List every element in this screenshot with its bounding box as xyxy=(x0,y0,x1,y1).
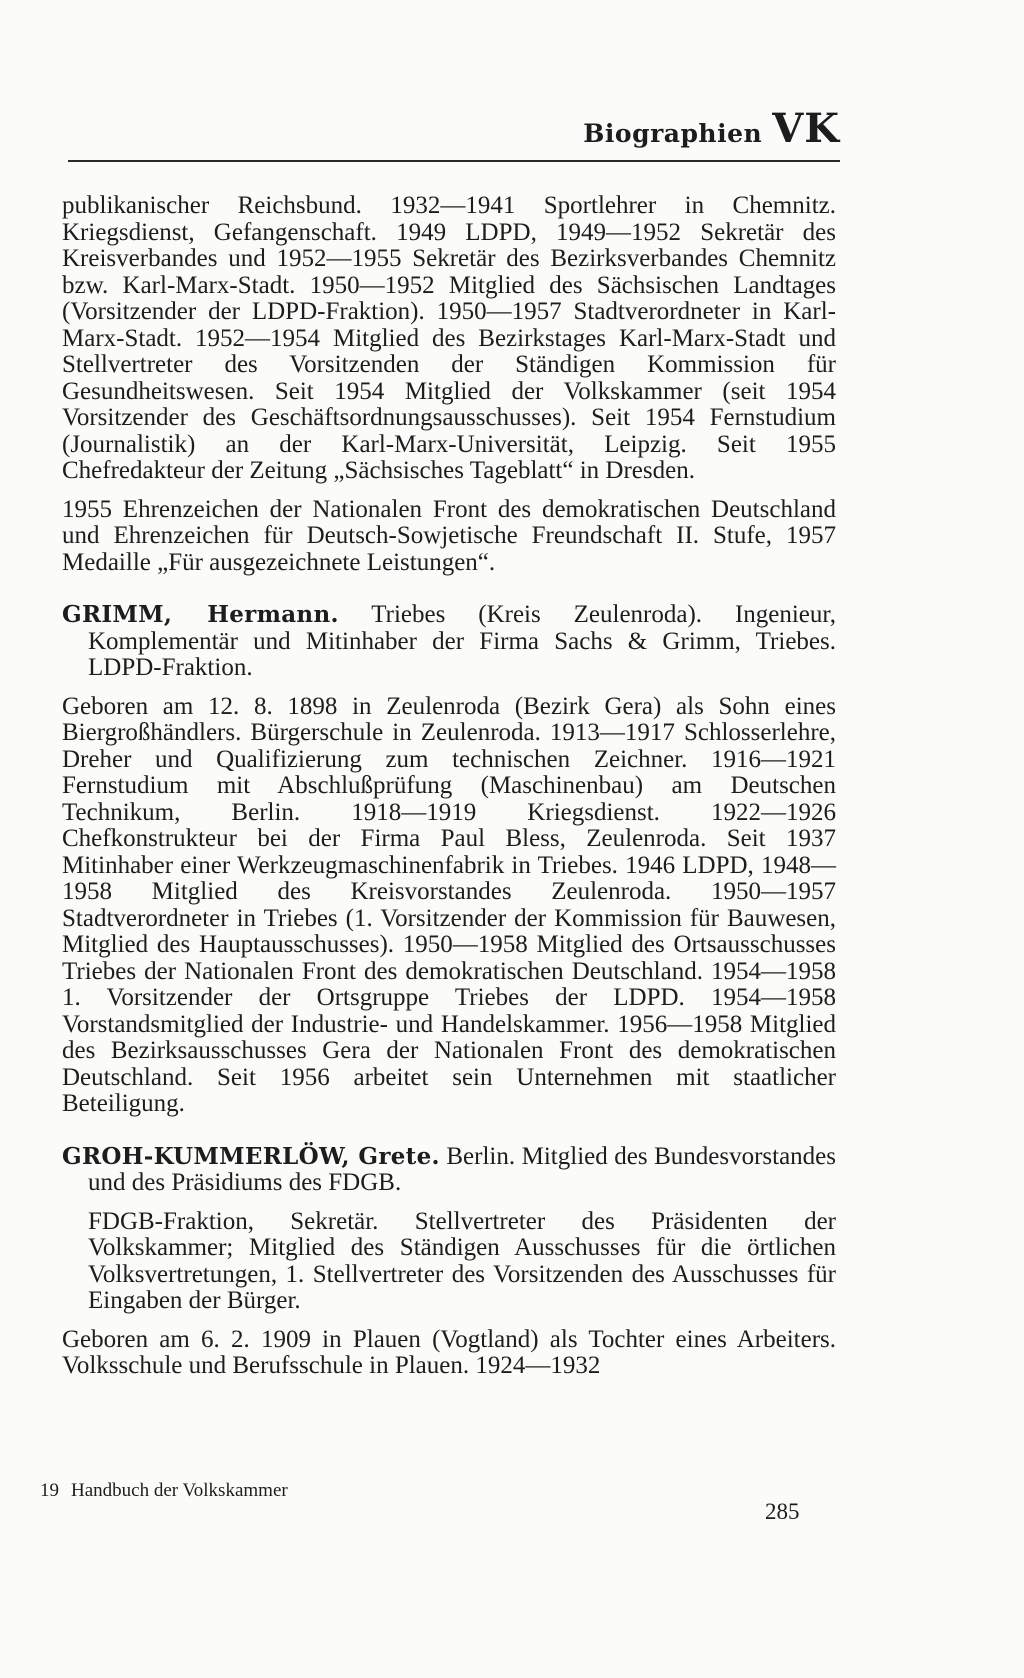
entry-body-grimm: Geboren am 12. 8. 1898 in Zeulenroda (Bezirk Gera) als Sohn eines Biergroßhändlers. Bürgerschule in Zeulenroda. 1913—1917 Schlosserlehre, Dreher und Qualifizierung zum technischen Zeichner. 1916—1921 Fernstudium mit Abschlußprüfung (Maschinenbau) am Deutschen Technikum, Berlin. 1918—1919 Kriegsdienst. 1922—1926 Chefkonstrukteur bei der Firma Paul Bless, Zeulenroda. Seit 1937 Mitinhaber einer Werkzeugmaschinenfabrik in Triebes. 1946 LDPD, 1948—1958 Mitglied des Kreisvorstandes Zeulenroda. 1950—1957 Stadtverordneter in Triebes (1. Vorsitzender der Kommission für Bauwesen, Mitglied des Hauptausschusses). 1950—1958 Mitglied des Ortsausschusses Triebes der Nationalen Front des demokratischen Deutschland. 1954—1958 1. Vorsitzender der Ortsgruppe Triebes der LDPD. 1954—1958 Vorstandsmitglied der Industrie- und Handelskammer. 1956—1958 Mitglied des Bezirksausschusses Gera der Nationalen Front des demokratischen Deutschland. Seit 1956 arbeitet sein Unternehmen mit staatlicher Beteiligung. xyxy=(62,692,836,1117)
entry-header-text-grimm: Triebes (Kreis Zeulenroda). Ingenieur, Komplementär und Mitinhaber der Firma Sachs & Grimm, Triebes. LDPD-Fraktion. xyxy=(88,601,836,681)
continuation-paragraph: publikanischer Reichsbund. 1932—1941 Sportlehrer in Chemnitz. Kriegsdienst, Gefangenschaft. 1949 LDPD, 1949—1952 Sekretär des Kreisverbandes und 1952—1955 Sekretär des Bezirksverbandes Chemnitz bzw. Karl-Marx-Stadt. 1950—1952 Mitglied des Sächsischen Landtages (Vorsitzender der LDPD-Fraktion). 1950—1957 Stadtverordneter in Karl-Marx-Stadt. 1952—1954 Mitglied des Bezirkstages Karl-Marx-Stadt und Stellvertreter des Vorsitzenden der Ständigen Kommission für Gesundheitswesen. Seit 1954 Mitglied der Volkskammer (seit 1954 Vorsitzender des Geschäftsordnungsausschusses). Seit 1954 Fernstudium (Journalistik) an der Karl-Marx-Universität, Leipzig. Seit 1955 Chefredakteur der Zeitung „Sächsisches Tageblatt“ in Dresden. xyxy=(62,192,836,484)
entry-name-grimm: GRIMM, Hermann. xyxy=(62,601,339,628)
running-head-word: Biographien xyxy=(583,119,763,148)
footer-signature-line xyxy=(40,1480,288,1502)
footer-book-title: Handbuch der Volkskammer xyxy=(71,1480,288,1501)
running-head-section-code: VK xyxy=(772,105,840,152)
entry-functions-groh-kummerloew: FDGB-Fraktion, Sekretär. Stellvertreter des Präsidenten der Volkskammer; Mitglied des Ständigen Ausschusses für die örtlichen Volksvertretungen, 1. Stellvertreter des Vorsitzenden des Ausschusses für Eingaben der Bürger. xyxy=(88,1207,836,1314)
running-head-title xyxy=(583,105,840,152)
page-number: 285 xyxy=(765,1499,800,1524)
entry-header-grimm xyxy=(62,602,836,682)
awards-paragraph: 1955 Ehrenzeichen der Nationalen Front des demokratischen Deutschland und Ehrenzeichen für Deutsch-Sowjetische Freundschaft II. Stufe, 1957 Medaille „Für ausgezeichnete Leistungen“. xyxy=(62,495,836,576)
entry-body-groh-kummerloew: Geboren am 6. 2. 1909 in Plauen (Vogtland) als Tochter eines Arbeiters. Volksschule und Berufsschule in Plauen. 1924—1932 xyxy=(62,1325,836,1379)
footer-signature-number: 19 xyxy=(40,1480,59,1501)
page-body xyxy=(62,193,836,1380)
entry-name-groh-kummerloew: GROH-KUMMERLÖW, Grete. xyxy=(62,1142,440,1170)
entry-header-text-groh-kummerloew: Berlin. Mitglied des Bundesvorstandes und des Präsidiums des FDGB. xyxy=(88,1142,837,1196)
entry-header-groh-kummerloew xyxy=(62,1144,836,1197)
running-head xyxy=(68,102,840,162)
